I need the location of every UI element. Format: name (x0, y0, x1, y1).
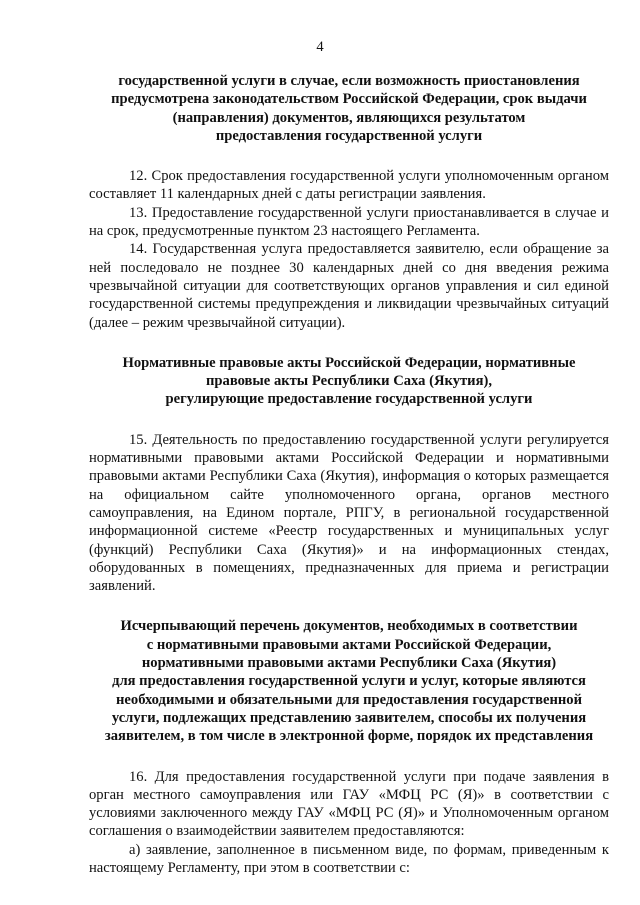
paragraph-14: 14. Государственная услуга предоставляется заявителю, если обращение за ней последовало не позднее 30 календарных дней со дня введения режима чрезвычайной ситуации для соответствующих органов управления и сил единой государственной системы предупреждения и ликвидации чрезвычайных ситуаций (далее – режим чрезвычайной ситуации). (89, 241, 609, 331)
heading-line: предусмотрена законодательством Российской Федерации, срок выдачи (111, 91, 587, 108)
section-heading-deadline (89, 72, 609, 145)
page-content (89, 72, 609, 877)
heading-line: правовые акты Республики Саха (Якутия), (206, 373, 492, 390)
heading-line: предоставления государственной услуги (215, 127, 483, 144)
heading-line: с нормативными правовыми актами Российской Федерации, (146, 636, 552, 653)
heading-line: нормативными правовыми актами Республики Саха (Якутия) (141, 655, 557, 672)
heading-line: регулирующие предоставление государственной услуги (165, 391, 533, 408)
heading-line: для предоставления государственной услуги и услуг, которые являются (112, 673, 586, 690)
heading-line: государственной услуги в случае, если возможность приостановления (118, 73, 580, 89)
section-heading-legal-acts (89, 354, 609, 409)
paragraph-16a: а) заявление, заполненное в письменном виде, по формам, приведенным к настоящему Регламенту, при этом в соответствии с: (89, 841, 609, 876)
paragraph-12: 12. Срок предоставления государственной услуги уполномоченным органом составляет 11 календарных дней с даты регистрации заявления. (89, 168, 609, 203)
heading-line: услуги, подлежащих представлению заявителем, способы их получения (111, 709, 587, 726)
paragraph-16: 16. Для предоставления государственной услуги при подаче заявления в орган местного самоуправления или ГАУ «МФЦ РС (Я)» в соответствии с условиями заключенного между ГАУ «МФЦ РС (Я)» и Уполномоченным органом соглашения о взаимодействии заявителем предоставляются: (89, 768, 609, 840)
heading-line: заявителем, в том числе в электронной форме, порядок их представления (104, 728, 594, 745)
section-heading-documents-list (89, 617, 609, 745)
paragraph-13: 13. Предоставление государственной услуги приостанавливается в случае и на срок, предусмотренные пунктом 23 настоящего Регламента. (89, 204, 609, 240)
heading-line: необходимыми и обязательными для предоставления государственной (116, 691, 582, 708)
paragraph-15: 15. Деятельность по предоставлению государственной услуги регулируется нормативными правовыми актами Российской Федерации и нормативными правовыми актами Республики Саха (Якутия), информация о которых размещается на официальном сайте уполномоченного органа, органов местного самоуправления, на Едином портале, РПГУ, в региональной государственной информационной системе «Реестр государственных и муниципальных услуг (функций) Республики Саха (Якутия)» и на информационных стендах, оборудованных в помещениях, предназначенных для приема и регистрации заявлений. (89, 431, 609, 595)
heading-line: Исчерпывающий перечень документов, необходимых в соответствии (120, 618, 578, 635)
heading-line: (направления) документов, являющихся результатом (172, 109, 526, 126)
heading-line: Нормативные правовые акты Российской Федерации, нормативные (122, 354, 576, 371)
page-number: 4 (316, 39, 324, 55)
